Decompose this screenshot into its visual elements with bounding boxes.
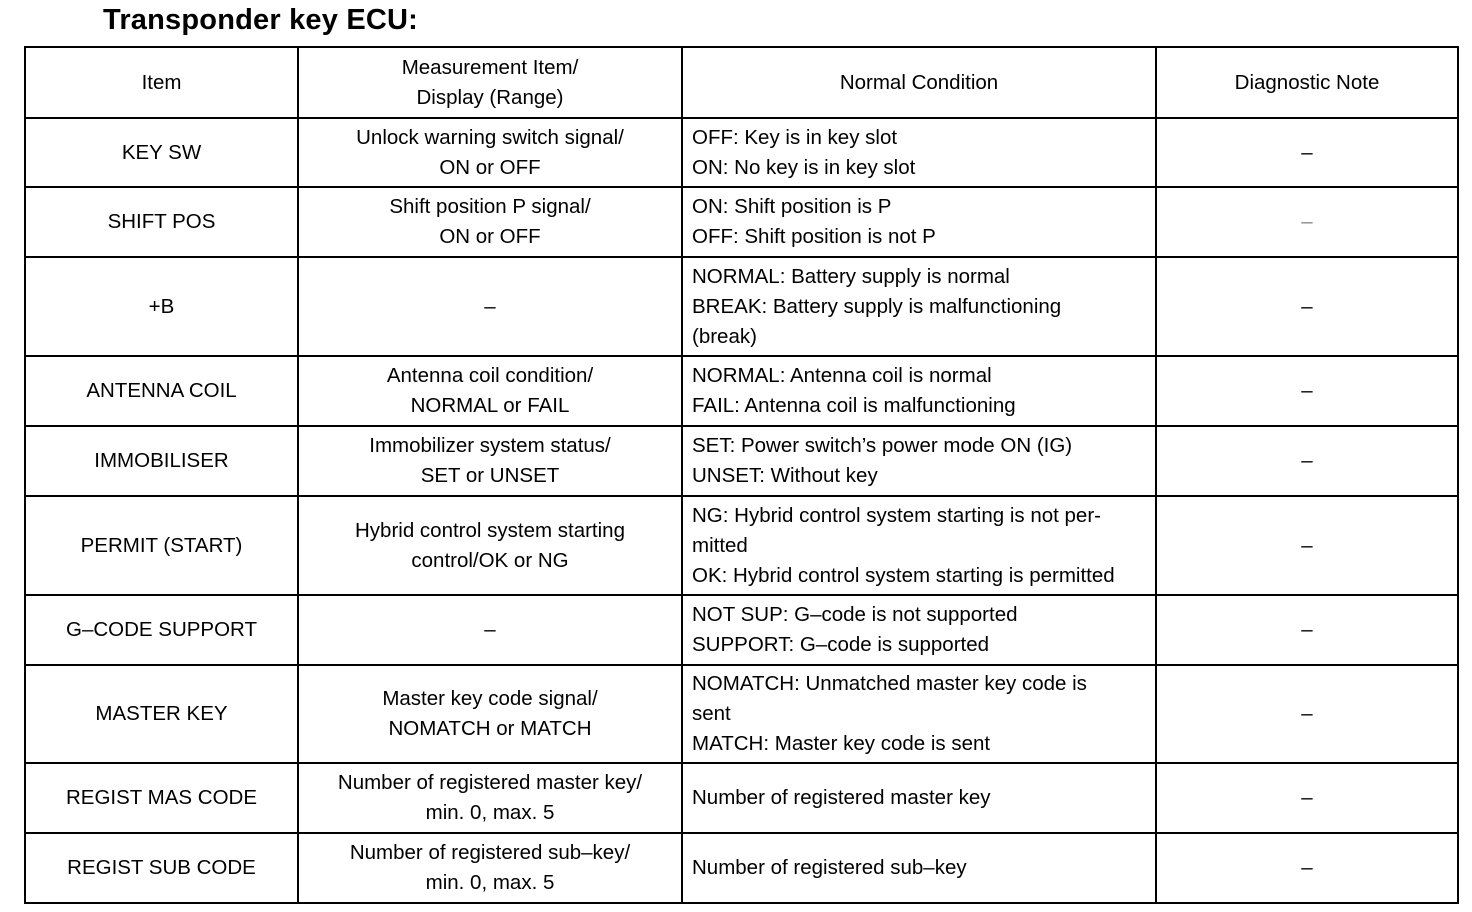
cell-measurement: Antenna coil condition/ NORMAL or FAIL [298,356,682,426]
cell-normal-condition: SET: Power switch’s power mode ON (IG) UNSET: Without key [682,426,1156,496]
header-item: Item [25,47,298,118]
cell-item: +B [25,257,298,356]
cell-diagnostic-note: – [1156,595,1458,665]
cell-measurement: Master key code signal/ NOMATCH or MATCH [298,665,682,763]
cell-measurement: Unlock warning switch signal/ ON or OFF [298,118,682,187]
header-diagnostic-note: Diagnostic Note [1156,47,1458,118]
cell-diagnostic-note: – [1156,118,1458,187]
cell-diagnostic-note: – [1156,356,1458,426]
cell-diagnostic-note: – [1156,665,1458,763]
table-row [25,595,1458,665]
data-list-table [24,46,1459,904]
cell-diagnostic-note: – [1156,426,1458,496]
cell-normal-condition: NOMATCH: Unmatched master key code is sent MATCH: Master key code is sent [682,665,1156,763]
cell-item: REGIST SUB CODE [25,833,298,903]
table-row [25,763,1458,833]
cell-normal-condition: NORMAL: Battery supply is normal BREAK: Battery supply is malfunctioning (break) [682,257,1156,356]
cell-measurement: Hybrid control system starting control/OK or NG [298,496,682,595]
cell-item: SHIFT POS [25,187,298,257]
table-row [25,665,1458,763]
cell-normal-condition: NOT SUP: G–code is not supported SUPPORT: G–code is supported [682,595,1156,665]
cell-diagnostic-note: – [1156,496,1458,595]
header-measurement-line: Measurement Item/ [401,55,579,79]
cell-measurement: – [298,257,682,356]
table-row [25,426,1458,496]
header-row [25,47,1458,118]
cell-item: PERMIT (START) [25,496,298,595]
cell-item: ANTENNA COIL [25,356,298,426]
cell-item: MASTER KEY [25,665,298,763]
page-title: Transponder key ECU: [103,4,419,36]
cell-item: KEY SW [25,118,298,187]
header-measurement [298,47,682,118]
table-row [25,257,1458,356]
cell-diagnostic-note: – [1156,763,1458,833]
table-row [25,833,1458,903]
table-row [25,356,1458,426]
cell-normal-condition: ON: Shift position is P OFF: Shift position is not P [682,187,1156,257]
table-row [25,187,1458,257]
cell-diagnostic-note: – [1156,187,1458,257]
cell-item: REGIST MAS CODE [25,763,298,833]
table-row [25,118,1458,187]
cell-normal-condition: OFF: Key is in key slot ON: No key is in key slot [682,118,1156,187]
cell-diagnostic-note: – [1156,833,1458,903]
table-row [25,496,1458,595]
cell-measurement: Shift position P signal/ ON or OFF [298,187,682,257]
cell-normal-condition: Number of registered sub–key [682,833,1156,903]
cell-item: IMMOBILISER [25,426,298,496]
cell-measurement: Immobilizer system status/ SET or UNSET [298,426,682,496]
table-body [25,118,1458,903]
cell-normal-condition: NORMAL: Antenna coil is normal FAIL: Antenna coil is malfunctioning [682,356,1156,426]
header-measurement-line: Display (Range) [416,85,564,109]
cell-measurement: Number of registered sub–key/ min. 0, max. 5 [298,833,682,903]
cell-normal-condition: Number of registered master key [682,763,1156,833]
cell-measurement: – [298,595,682,665]
cell-item: G–CODE SUPPORT [25,595,298,665]
cell-normal-condition: NG: Hybrid control system starting is not per- mitted OK: Hybrid control system starting is permitted [682,496,1156,595]
header-normal-condition: Normal Condition [682,47,1156,118]
cell-diagnostic-note: – [1156,257,1458,356]
table-header [25,47,1458,118]
cell-measurement: Number of registered master key/ min. 0, max. 5 [298,763,682,833]
